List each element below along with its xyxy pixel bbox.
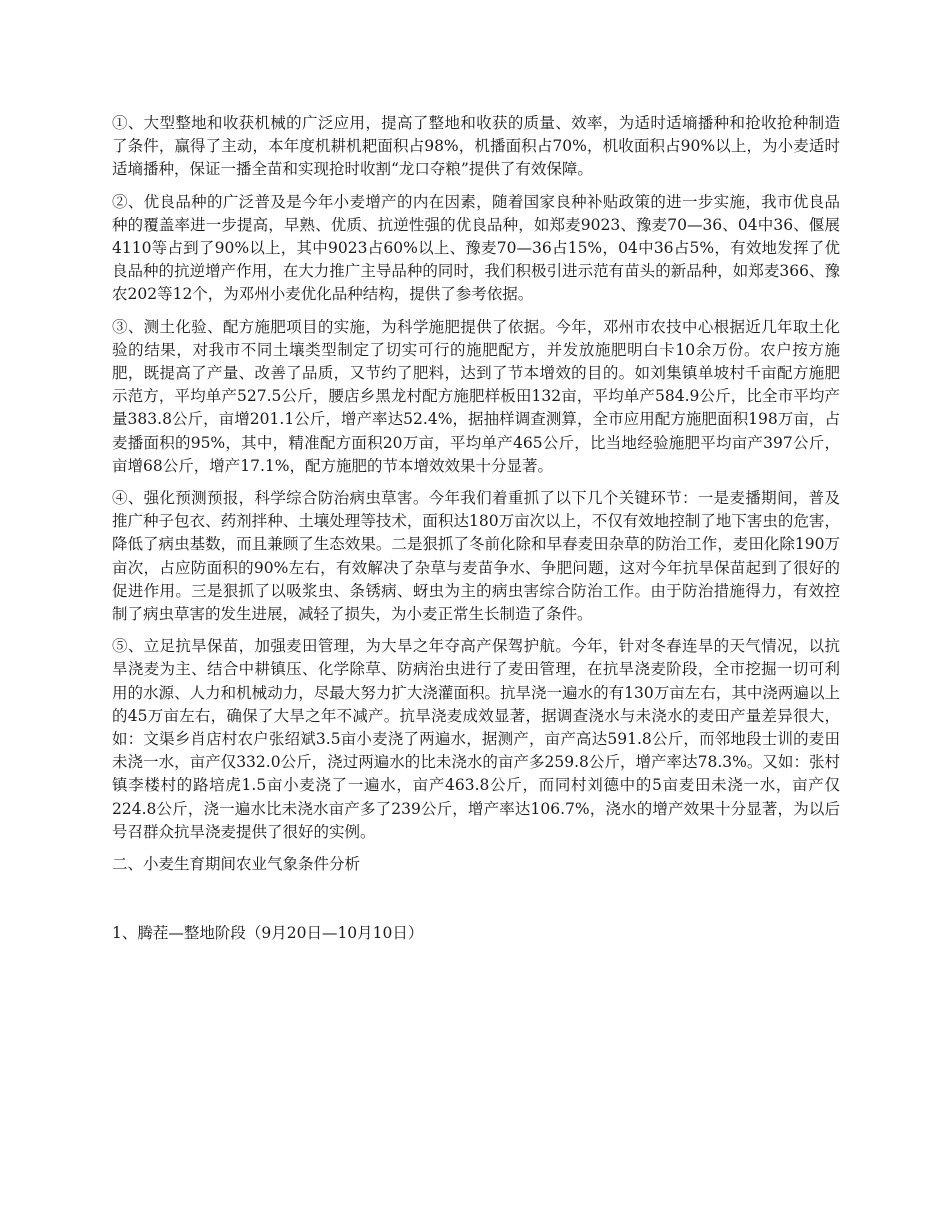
sub-heading: 1、腾茬—整地阶段（9月20日—10月10日） bbox=[112, 924, 424, 943]
paragraph-2-varieties: ②、优良品种的广泛普及是今年小麦增产的内在因素，随着国家良种补贴政策的进一步实施，我市优良品种的覆盖率进一步提高，早熟、优质、抗逆性强的优良品种，如郑麦9023、豫麦70—36、04中36、偃展4110等占到了90%以上，其中9023占60%以上、豫麦70—36占15%，04中36占5%，有效地发挥了优良品种的抗逆增产作用，在大力推广主导品种的同时，我们积极引进示范有苗头的新品种，如郑麦366、豫农202等12个，为邓州小麦优化品种结构，提供了参考依据。 bbox=[112, 192, 840, 304]
section-heading: 二、小麦生育期间农业气象条件分析 bbox=[112, 855, 361, 874]
paragraph-4-pest-control: ④、强化预测预报，科学综合防治病虫草害。今年我们着重抓了以下几个关键环节：一是麦播期间，普及推广种子包衣、药剂拌种、土壤处理等技术，面积达180万亩次以上，不仅有效地控制了地下害虫的危害，降低了病虫基数，而且兼顾了生态效果。二是狠抓了冬前化除和早春麦田杂草的防治工作，麦田化除190万亩次，占应防面积的90%左右，有效解决了杂草与麦苗争水、争肥问题，这对今年抗旱保苗起到了很好的促进作用。三是狠抓了以吸浆虫、条锈病、蚜虫为主的病虫害综合防治工作。由于防治措施得力，有效控制了病虫草害的发生进展，减轻了损失，为小麦正常生长制造了条件。 bbox=[112, 489, 840, 624]
paragraph-1-machinery: ①、大型整地和收获机械的广泛应用，提高了整地和收获的质量、效率，为适时适墒播种和抢收抢种制造了条件，赢得了主动，本年度机耕机耙面积占98%，机播面积占70%，机收面积占90%以上，为小麦适时适墒播种，保证一播全苗和实现抢时收割“龙口夺粮”提供了有效保障。 bbox=[112, 114, 840, 179]
document-page bbox=[112, 112, 840, 946]
paragraph-5-drought-irrigation: ⑤、立足抗旱保苗，加强麦田管理，为大旱之年夺高产保驾护航。今年，针对冬春连旱的天气情况，以抗旱浇麦为主、结合中耕镇压、化学除草、防病治虫进行了麦田管理，在抗旱浇麦阶段，全市挖掘一切可利用的水源、人力和机械动力，尽最大努力扩大浇灌面积。抗旱浇一遍水的有130万亩左右，其中浇两遍以上的45万亩左右，确保了大旱之年不减产。抗旱浇麦成效显著，据调查浇水与未浇水的麦田产量差异很大，如：文渠乡肖店村农户张绍斌3.5亩小麦浇了两遍水，据测产，亩产高达591.8公斤，而邻地段士训的麦田未浇一水，亩产仅332.0公斤，浇过两遍水的比未浇水的亩产多259.8公斤，增产率达78.3%。又如：张村镇李楼村的路培虎1.5亩小麦浇了一遍水，亩产463.8公斤，而同村刘德中的5亩麦田未浇一水，亩产仅224.8公斤，浇一遍水比未浇水亩产多了239公斤，增产率达106.7%，浇水的增产效果十分显著，为以后号召群众抗旱浇麦提供了很好的实例。 bbox=[112, 637, 840, 841]
paragraph-3-fertilization: ③、测土化验、配方施肥项目的实施，为科学施肥提供了依据。今年，邓州市农技中心根据近几年取土化验的结果，对我市不同土壤类型制定了切实可行的施肥配方，并发放施肥明白卡10余万份。农户按方施肥，既提高了产量、改善了品质，又节约了肥料，达到了节本增效的目的。如刘集镇单坡村千亩配方施肥示范方，平均单产527.5公斤，腰店乡黑龙村配方施肥样板田132亩，平均单产584.9公斤，比全市平均产量383.8公斤，亩增201.1公斤，增产率达52.4%，据抽样调查测算，全市应用配方施肥面积198万亩，占麦播面积的95%，其中，精准配方面积20万亩，平均单产465公斤，比当地经验施肥平均亩产397公斤，亩增68公斤，增产17.1%，配方施肥的节本增效效果十分显著。 bbox=[112, 317, 840, 475]
